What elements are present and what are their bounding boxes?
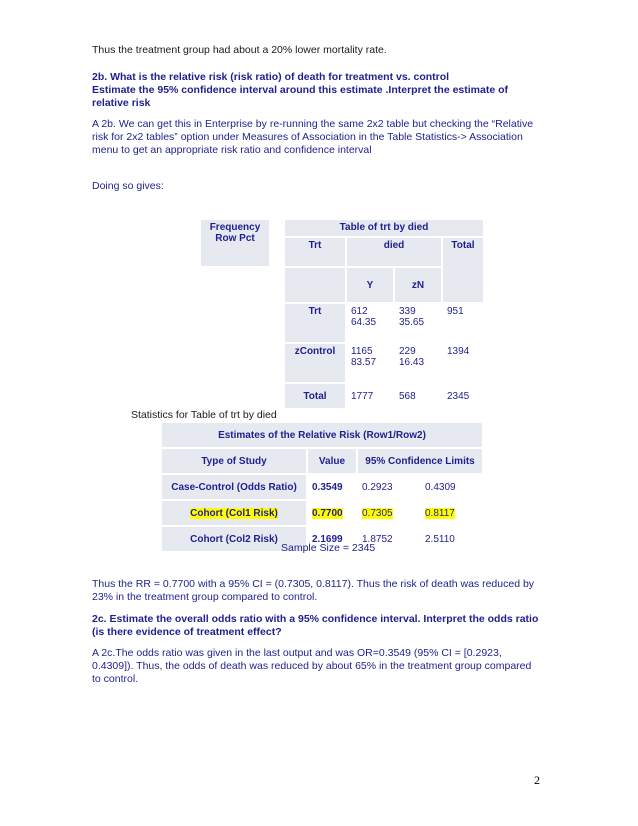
- answer-2b-line1: A 2b. We can get this in Enterprise by re-running the same 2x2 table but checking the “Relative: [92, 118, 534, 130]
- type-header: Type of Study: [162, 449, 306, 473]
- study-type: Cohort (Col2 Risk): [162, 527, 306, 551]
- total-n: 568: [395, 384, 441, 408]
- relative-risk-table: [160, 421, 484, 553]
- cell-total: 1394: [443, 344, 483, 382]
- question-2c-line1: 2c. Estimate the overall odds ratio with a 95% confidence interval. Interpret the odds ratio: [92, 613, 539, 625]
- rr-title: Estimates of the Relative Risk (Row1/Row2): [162, 423, 482, 447]
- pct: 16.43: [399, 357, 425, 368]
- freq: 339: [399, 306, 416, 317]
- value-header: Value: [308, 449, 356, 473]
- freq: 1165: [351, 346, 373, 357]
- question-2b-line2: Estimate the 95% confidence interval around this estimate .Interpret the estimate of: [92, 84, 509, 96]
- upper-limit: 2.5110: [421, 527, 482, 551]
- totals-row: [201, 384, 483, 408]
- col-level-y: Y: [347, 268, 393, 302]
- upper-limit: [421, 501, 482, 525]
- rr-interpretation-line1: Thus the RR = 0.7700 with a 95% CI = (0.7305, 0.8117). Thus the risk of death was reduced by: [92, 578, 535, 590]
- grand-total: 2345: [443, 384, 483, 408]
- rr-value: [308, 501, 356, 525]
- col-level-zn: zN: [395, 268, 441, 302]
- answer-2c-line1: A 2c.The odds ratio was given in the last output and was OR=0.3549 (95% CI = [0.2923,: [92, 647, 502, 659]
- intro-sentence: Thus the treatment group had about a 20% lower mortality rate.: [92, 44, 387, 56]
- highlighted-value: 0.7700: [312, 507, 343, 519]
- answer-2c-line2: 0.4309]). Thus, the odds of death was reduced by about 65% in the treatment group compared: [92, 660, 532, 672]
- pct: 83.57: [351, 357, 377, 368]
- rr-interpretation: [92, 578, 562, 604]
- study-type: [162, 501, 306, 525]
- highlighted-lower: 0.7305: [362, 507, 393, 519]
- rr-interpretation-line2: 23% in the treatment group compared to control.: [92, 591, 318, 603]
- table-row: [201, 344, 483, 382]
- row-var-header: Trt: [285, 238, 345, 266]
- cell-n: [395, 344, 441, 382]
- table-row: [162, 475, 482, 499]
- question-2b-line3: relative risk: [92, 97, 151, 109]
- answer-2b: [92, 118, 562, 157]
- cell-total: 951: [443, 304, 483, 342]
- cell-y: [347, 344, 393, 382]
- table-row: [201, 304, 483, 342]
- table-row-highlighted: [162, 501, 482, 525]
- upper-limit: 0.4309: [421, 475, 482, 499]
- frequency-table: [199, 218, 485, 410]
- question-2b: [92, 71, 562, 110]
- freq: 612: [351, 306, 368, 317]
- row-label: Trt: [285, 304, 345, 342]
- question-2b-line1: 2b. What is the relative risk (risk ratio) of death for treatment vs. control: [92, 71, 450, 83]
- pct: 64.35: [351, 317, 377, 328]
- total-header: Total: [443, 238, 483, 302]
- highlighted-label: Cohort (Col1 Risk): [190, 507, 278, 519]
- cell-n: [395, 304, 441, 342]
- lower-limit: [358, 501, 419, 525]
- question-2c: [92, 613, 562, 639]
- answer-2c: [92, 647, 562, 686]
- answer-2c-line3: to control.: [92, 673, 139, 685]
- total-y: 1777: [347, 384, 393, 408]
- freq: 229: [399, 346, 416, 357]
- answer-2b-line2: risk for 2x2 tables” option under Measures of Association in the Table Statistics-> Association: [92, 131, 523, 143]
- totals-label: Total: [285, 384, 345, 408]
- study-type: Case-Control (Odds Ratio): [162, 475, 306, 499]
- rr-value: 2.1699: [308, 527, 356, 551]
- highlighted-upper: 0.8117: [425, 507, 455, 519]
- stats-caption: Statistics for Table of trt by died: [131, 409, 277, 421]
- question-2c-line2: (is there evidence of treatment effect?: [92, 626, 282, 638]
- ci-header: 95% Confidence Limits: [358, 449, 482, 473]
- doing-so-text: Doing so gives:: [92, 180, 164, 192]
- lower-limit: 1.8752: [358, 527, 419, 551]
- cell-y: [347, 304, 393, 342]
- table-title: Table of trt by died: [285, 220, 483, 236]
- sample-size: Sample Size = 2345: [281, 542, 376, 554]
- row-label: zControl: [285, 344, 345, 382]
- col-var-header: died: [347, 238, 441, 266]
- frequency-corner: Frequency Row Pct: [201, 220, 269, 266]
- lower-limit: 0.2923: [358, 475, 419, 499]
- rr-value: 0.3549: [308, 475, 356, 499]
- page-number: 2: [534, 773, 540, 787]
- pct: 35.65: [399, 317, 425, 328]
- answer-2b-line3: menu to get an appropriate risk ratio and confidence interval: [92, 144, 372, 156]
